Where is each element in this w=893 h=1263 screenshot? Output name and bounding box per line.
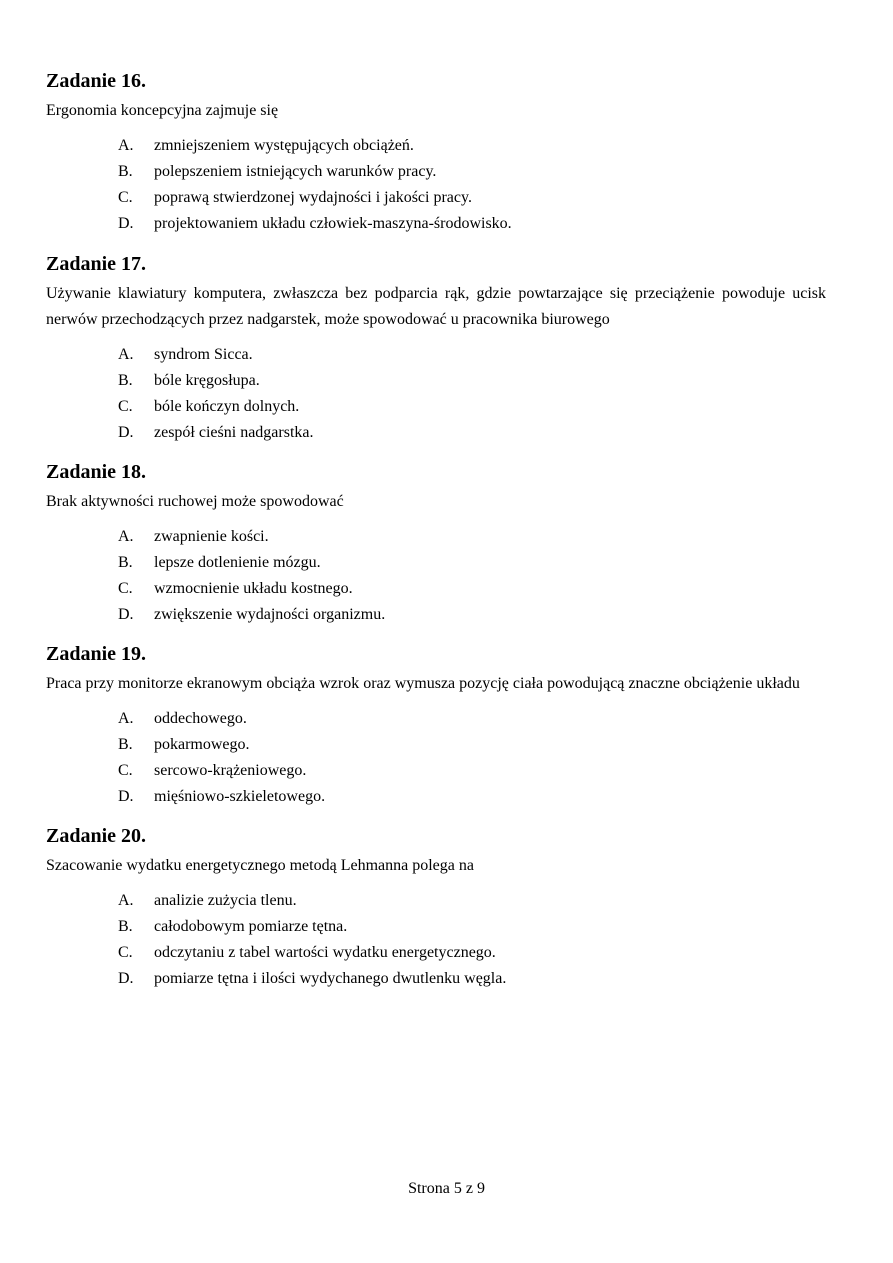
answer-option-d [118,211,826,237]
answer-text: zespół cieśni nadgarstka. [154,424,314,441]
answer-letter: A. [118,346,134,363]
answer-option-a [118,524,826,550]
task-16 [46,68,826,237]
answer-letter: D. [118,424,134,441]
answer-text: projektowaniem układu człowiek-maszyna-środowisko. [154,215,512,232]
exam-page [46,68,826,992]
answer-text: bóle kończyn dolnych. [154,398,300,415]
task-title: Zadanie 17. [46,253,147,275]
answer-letter: C. [118,398,133,415]
answer-option-d [118,420,826,446]
answer-letter: D. [118,606,134,623]
task-question: Używanie klawiatury komputera, zwłaszcza bez podparcia rąk, gdzie powtarzające się przeciążenie powoduje ucisk nerwów przechodzących przez nadgarstek, może spowodować u pracownika biurowego [46,285,826,328]
answer-letter: D. [118,215,134,232]
answer-option-b [118,550,826,576]
task-18 [46,459,826,628]
answer-text: zwiększenie wydajności organizmu. [154,606,386,623]
answer-text: sercowo-krążeniowego. [154,762,307,779]
answer-text: całodobowym pomiarze tętna. [154,918,348,935]
answer-text: oddechowego. [154,710,247,727]
answer-option-d [118,602,826,628]
answer-option-b [118,732,826,758]
task-question: Szacowanie wydatku energetycznego metodą Lehmanna polega na [46,857,474,874]
answer-letter: B. [118,736,133,753]
task-17 [46,251,826,446]
answer-letter: B. [118,918,133,935]
page-number: Strona 5 z 9 [408,1180,485,1197]
answer-list [46,888,826,992]
task-19 [46,641,826,810]
answer-letter: C. [118,580,133,597]
answer-text: bóle kręgosłupa. [154,372,260,389]
answer-list [46,133,826,237]
answer-list [46,706,826,810]
answer-text: odczytaniu z tabel wartości wydatku energetycznego. [154,944,496,961]
answer-text: zmniejszeniem występujących obciążeń. [154,137,414,154]
answer-option-b [118,368,826,394]
answer-option-a [118,342,826,368]
task-question: Praca przy monitorze ekranowym obciąża wzrok oraz wymusza pozycję ciała powodującą znaczne obciążenie układu [46,675,800,692]
answer-option-a [118,133,826,159]
answer-option-c [118,758,826,784]
answer-option-b [118,914,826,940]
task-title: Zadanie 18. [46,461,147,483]
answer-option-d [118,784,826,810]
answer-text: pokarmowego. [154,736,250,753]
answer-letter: A. [118,137,134,154]
answer-text: zwapnienie kości. [154,528,269,545]
answer-letter: A. [118,528,134,545]
answer-text: polepszeniem istniejących warunków pracy. [154,163,437,180]
answer-letter: A. [118,710,134,727]
answer-option-c [118,394,826,420]
task-20 [46,823,826,992]
task-question: Ergonomia koncepcyjna zajmuje się [46,102,279,119]
task-title: Zadanie 19. [46,643,147,665]
answer-letter: D. [118,970,134,987]
answer-letter: B. [118,554,133,571]
answer-text: analizie zużycia tlenu. [154,892,297,909]
answer-option-c [118,576,826,602]
answer-letter: B. [118,163,133,180]
answer-text: lepsze dotlenienie mózgu. [154,554,321,571]
answer-option-a [118,888,826,914]
answer-letter: C. [118,189,133,206]
answer-text: pomiarze tętna i ilości wydychanego dwutlenku węgla. [154,970,507,987]
answer-text: poprawą stwierdzonej wydajności i jakości pracy. [154,189,472,206]
answer-option-c [118,185,826,211]
answer-letter: B. [118,372,133,389]
answer-text: wzmocnienie układu kostnego. [154,580,353,597]
answer-letter: C. [118,762,133,779]
answer-option-d [118,966,826,992]
task-title: Zadanie 16. [46,70,147,92]
task-title: Zadanie 20. [46,825,147,847]
answer-letter: A. [118,892,134,909]
answer-list [46,342,826,446]
answer-list [46,524,826,628]
answer-text: syndrom Sicca. [154,346,253,363]
answer-option-b [118,159,826,185]
answer-letter: C. [118,944,133,961]
answer-letter: D. [118,788,134,805]
answer-option-a [118,706,826,732]
answer-option-c [118,940,826,966]
task-question: Brak aktywności ruchowej może spowodować [46,493,344,510]
answer-text: mięśniowo-szkieletowego. [154,788,326,805]
